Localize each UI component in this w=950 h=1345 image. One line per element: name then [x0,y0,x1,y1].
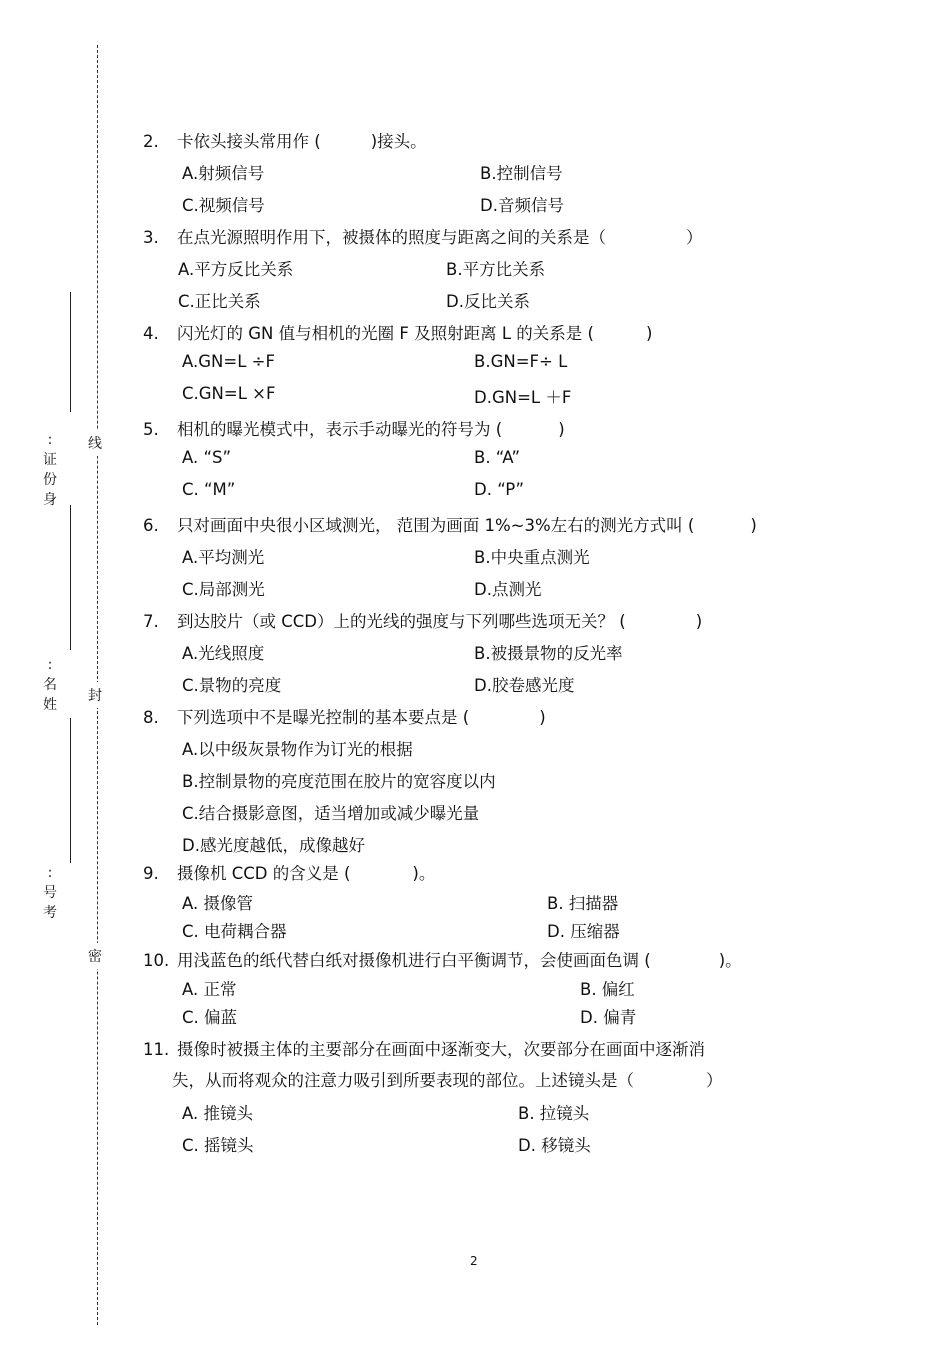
seal-char-feng: 封 [88,682,102,708]
exam-number-field-label: : 号 考 [43,865,57,921]
option-c: C. “M” [182,480,236,499]
option-a: A.平均测光 [182,548,265,567]
option-c: C. 电荷耦合器 [182,922,287,941]
option-d: D. 偏青 [580,1008,637,1027]
margin-rule [70,292,71,412]
option-a: A. “S” [182,448,232,467]
option-b: B.中央重点测光 [474,548,590,567]
option-d: D.胶卷感光度 [474,676,575,695]
page-number: 2 [470,1254,478,1268]
id-card-field-label: : 证 份 身 [43,432,57,508]
option-c: C. 偏蓝 [182,1008,238,1027]
option-a: A. 摄像管 [182,894,253,913]
option-c: C. 摇镜头 [182,1136,254,1155]
option-d: D.音频信号 [480,196,564,215]
option-a: A.光线照度 [182,644,265,663]
option-b: B.被摄景物的反光率 [474,644,623,663]
option-c: C.视频信号 [182,196,265,215]
option-a: A.射频信号 [182,164,265,183]
margin-rule [70,505,71,650]
question-2: 2. 卡依头接头常用作 ( )接头。 [143,132,427,151]
option-c: C.局部测光 [182,580,265,599]
option-b: B.GN=F÷ L [474,352,568,371]
option-b: B.控制信号 [480,164,563,183]
question-8: 8. 下列选项中不是曝光控制的基本要点是 ( ) [143,708,546,727]
question-3: 3. 在点光源照明作用下，被摄体的照度与距离之间的关系是（ ） [143,228,703,247]
option-c: C.正比关系 [178,292,261,311]
option-a: A.GN=L ÷F [182,352,275,371]
option-a: A. 正常 [182,980,237,999]
option-b: B. 扫描器 [547,894,619,913]
option-d: D.反比关系 [446,292,530,311]
option-b: B.平方比关系 [446,260,546,279]
option-a: A. 推镜头 [182,1104,253,1123]
option-d: D. 压缩器 [547,922,620,941]
question-7: 7. 到达胶片（或 CCD）上的光线的强度与下列哪些选项无关？ ( ) [143,612,703,631]
seal-char-mi: 密 [88,943,102,969]
seal-char-xian: 线 [88,430,102,456]
option-c: C.景物的亮度 [182,676,282,695]
question-5: 5. 相机的曝光模式中，表示手动曝光的符号为 ( ) [143,420,565,439]
option-d: D.感光度越低，成像越好 [182,836,365,855]
option-b: B. 偏红 [580,980,635,999]
option-c: C.GN=L ×F [182,384,276,403]
option-b: B.控制景物的亮度范围在胶片的宽容度以内 [182,772,496,791]
question-11-continued: 失，从而将观众的注意力吸引到所要表现的部位。上述镜头是（ ） [172,1071,723,1090]
question-11: 11. 摄像时被摄主体的主要部分在画面中逐渐变大，次要部分在画面中逐渐消 [143,1040,705,1059]
question-10: 10. 用浅蓝色的纸代替白纸对摄像机进行白平衡调节，会使画面色调 ( )。 [143,951,742,970]
margin-rule [70,718,71,863]
option-a: A.平方反比关系 [178,260,294,279]
name-field-label: : 名 姓 [43,657,57,713]
option-a: A.以中级灰景物作为订光的根据 [182,740,413,759]
option-d: D.GN=L ＋F [474,388,572,407]
question-4: 4. 闪光灯的 GN 值与相机的光圈 F 及照射距离 L 的关系是 ( ) [143,324,653,343]
option-b: B. “A” [474,448,521,467]
option-b: B. 拉镜头 [518,1104,590,1123]
option-d: D. 移镜头 [518,1136,591,1155]
option-c: C.结合摄影意图，适当增加或减少曝光量 [182,804,480,823]
option-d: D. “P” [474,480,525,499]
question-9: 9. 摄像机 CCD 的含义是 ( )。 [143,864,436,883]
option-d: D.点测光 [474,580,542,599]
question-6: 6. 只对画面中央很小区域测光， 范围为画面 1%~3%左右的测光方式叫 ( ) [143,516,757,535]
